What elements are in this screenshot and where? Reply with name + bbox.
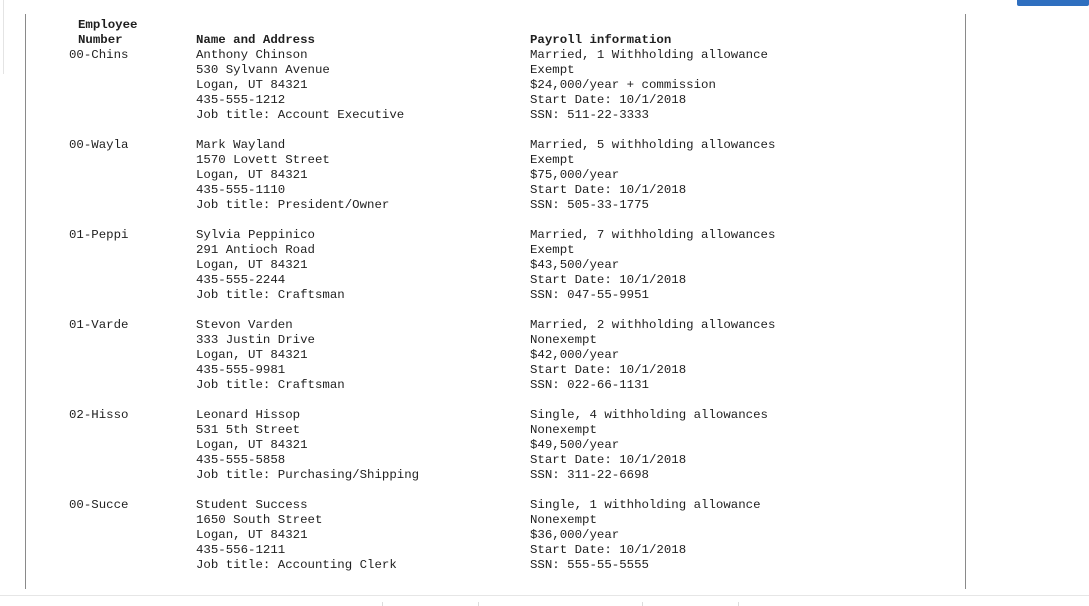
employee-name-address-line: Logan, UT 84321 [196,438,308,452]
employee-payroll-line: Married, 5 withholding allowances [530,138,776,152]
employee-payroll-line: Nonexempt [530,333,597,347]
employee-name-address-line: 1650 South Street [196,513,323,527]
employee-payroll-line: Nonexempt [530,513,597,527]
employee-name-address-line: 531 5th Street [196,423,301,437]
employee-name-address-line: Logan, UT 84321 [196,528,308,542]
header-employee-label: Employee [78,18,138,32]
employee-payroll-line: $36,000/year [530,528,620,542]
employee-payroll-line: SSN: 505-33-1775 [530,198,649,212]
employee-payroll-line: Start Date: 10/1/2018 [530,273,687,287]
employee-payroll-line: SSN: 511-22-3333 [530,108,649,122]
employee-name-address-line: Job title: Accounting Clerk [196,558,397,572]
employee-name-address-line: 435-555-1212 [196,93,286,107]
employee-name-address-line: 435-555-1110 [196,183,286,197]
employee-number: 01-Peppi [69,228,129,242]
employee-name-address-line: Job title: Craftsman [196,288,345,302]
employee-payroll-line: SSN: 555-55-5555 [530,558,649,572]
left-edge-divider [0,0,4,74]
employee-payroll-line: Start Date: 10/1/2018 [530,453,687,467]
employee-name-address-line: 435-555-9981 [196,363,286,377]
employee-name-address-line: Mark Wayland [196,138,286,152]
employee-payroll-line: SSN: 047-55-9951 [530,288,649,302]
employee-number: 00-Succe [69,498,129,512]
employee-payroll-line: Married, 2 withholding allowances [530,318,776,332]
employee-payroll-line: $43,500/year [530,258,620,272]
bottom-tick-mark [642,602,643,606]
employee-payroll-line: Start Date: 10/1/2018 [530,93,687,107]
employee-name-address-line: Leonard Hissop [196,408,301,422]
employee-name-address-line: Job title: Account Executive [196,108,405,122]
employee-payroll-line: Exempt [530,153,575,167]
employee-payroll-line: SSN: 311-22-6698 [530,468,649,482]
employee-payroll-line: Start Date: 10/1/2018 [530,543,687,557]
employee-name-address-line: Job title: Craftsman [196,378,345,392]
employee-name-address-line: 333 Justin Drive [196,333,315,347]
employee-number: 00-Wayla [69,138,129,152]
employee-name-address-line: Logan, UT 84321 [196,348,308,362]
employee-payroll-line: Married, 1 Withholding allowance [530,48,768,62]
employee-name-address-line: 435-555-2244 [196,273,286,287]
employee-payroll-line: Start Date: 10/1/2018 [530,183,687,197]
employee-name-address-line: Sylvia Peppinico [196,228,315,242]
employee-name-address-line: Logan, UT 84321 [196,168,308,182]
employee-number: 02-Hisso [69,408,129,422]
employee-name-address-line: Job title: Purchasing/Shipping [196,468,420,482]
employee-name-address-line: Job title: President/Owner [196,198,390,212]
toolbar-button[interactable] [1017,0,1089,6]
header-name-address: Name and Address [196,33,315,47]
employee-name-address-line: 1570 Lovett Street [196,153,330,167]
header-number-label: Number [78,33,123,47]
employee-payroll-line: Exempt [530,63,575,77]
bottom-divider [0,595,1089,596]
employee-name-address-line: 435-555-5858 [196,453,286,467]
bottom-tick-mark [738,602,739,606]
employee-name-address-line: Stevon Varden [196,318,293,332]
employee-number: 01-Varde [69,318,129,332]
employee-name-address-line: Anthony Chinson [196,48,308,62]
employee-payroll-line: Single, 1 withholding allowance [530,498,761,512]
employee-name-address-line: Logan, UT 84321 [196,258,308,272]
employee-name-address-line: Student Success [196,498,308,512]
employee-payroll-line: $42,000/year [530,348,620,362]
employee-payroll-line: SSN: 022-66-1131 [530,378,649,392]
employee-payroll-line: $75,000/year [530,168,620,182]
employee-number: 00-Chins [69,48,129,62]
employee-payroll-line: Exempt [530,243,575,257]
employee-payroll-line: Start Date: 10/1/2018 [530,363,687,377]
header-payroll-information: Payroll information [530,33,672,47]
employee-payroll-line: $24,000/year + commission [530,78,716,92]
employee-payroll-line: $49,500/year [530,438,620,452]
employee-name-address-line: 530 Sylvann Avenue [196,63,330,77]
employee-payroll-line: Nonexempt [530,423,597,437]
employee-name-address-line: 291 Antioch Road [196,243,315,257]
report-page-frame [25,14,966,589]
employee-payroll-line: Married, 7 withholding allowances [530,228,776,242]
employee-name-address-line: 435-556-1211 [196,543,286,557]
bottom-tick-mark [478,602,479,606]
employee-name-address-line: Logan, UT 84321 [196,78,308,92]
employee-payroll-line: Single, 4 withholding allowances [530,408,768,422]
bottom-tick-mark [382,602,383,606]
